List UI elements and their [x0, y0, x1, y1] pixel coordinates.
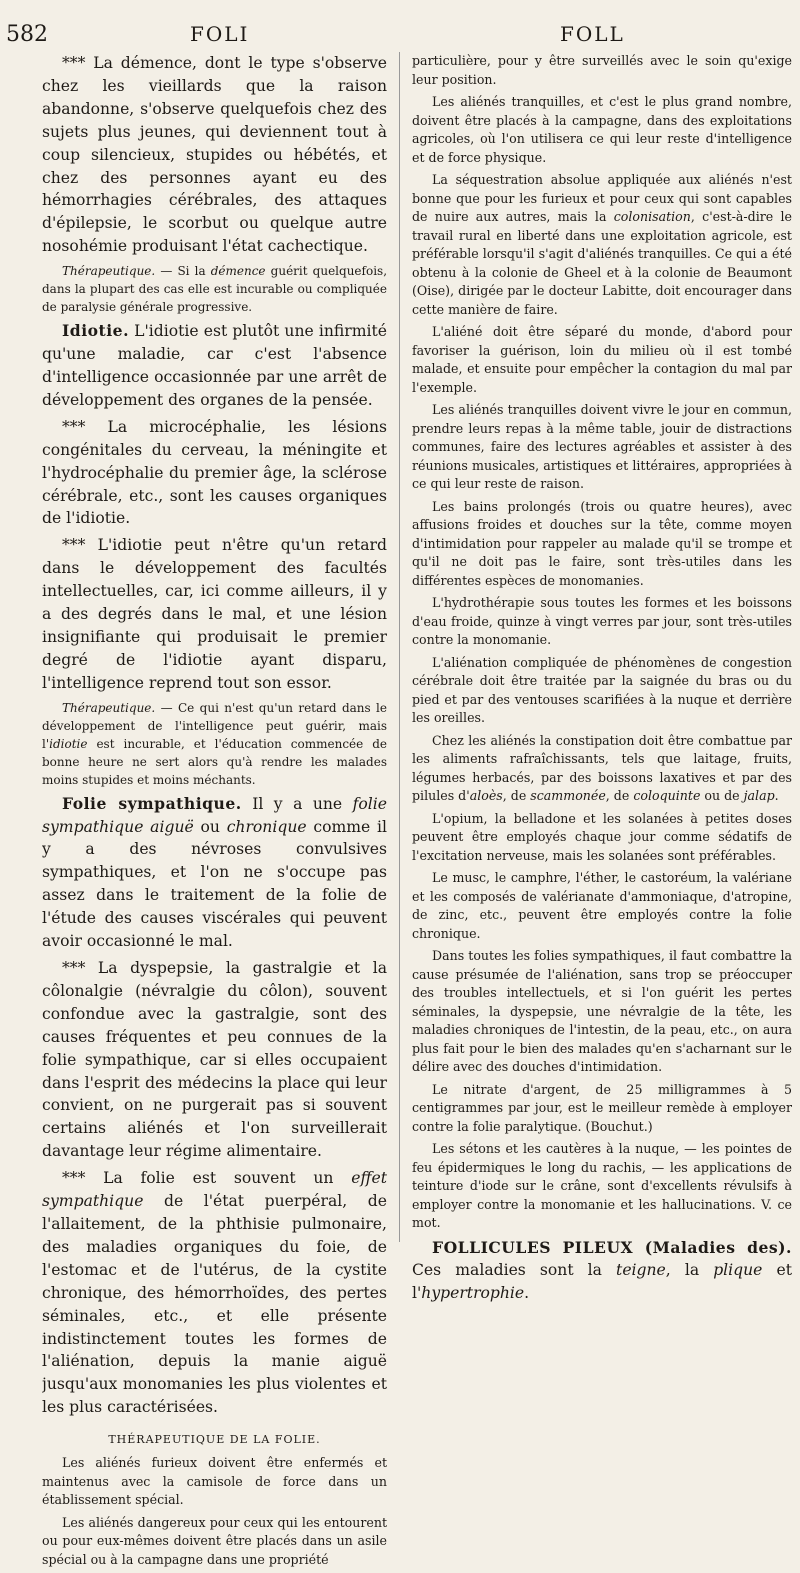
- running-head-right: FOLL: [560, 22, 625, 46]
- italic-term: plique: [713, 1261, 763, 1280]
- paragraph: particulière, pour y être surveillés avec le soin qu'exige leur position.: [412, 53, 792, 87]
- entry-idiotie: [42, 320, 387, 412]
- italic-term: idiotie: [49, 736, 88, 751]
- running-head-left: FOLI: [190, 22, 250, 46]
- italic-term: effet sympathique: [42, 1169, 387, 1211]
- paragraph: Les sétons et les cautères à la nuque, — les pointes de feu épidermiques le long du rachis, — les applications de teinture d'iode sur le crâne, sont d'excellents révulsifs à employer contre la monomanie et les hallucinations. V. ce mot.: [412, 1141, 792, 1230]
- text-run: , de: [502, 788, 531, 803]
- running-header: [0, 8, 800, 48]
- text-run: , de: [605, 788, 634, 803]
- italic-term: jalap: [743, 788, 775, 803]
- text-run: guérit quelquefois, dans la plupart des cas elle est incurable ou compliquée de paralysie générale progressive.: [42, 264, 387, 315]
- right-column: [412, 52, 792, 1309]
- text-run: .: [524, 1284, 530, 1303]
- italic-term: hypertrophie: [421, 1284, 525, 1303]
- italic-term: démence: [210, 264, 266, 279]
- paragraph: Les aliénés furieux doivent être enfermés et maintenus avec la camisole de force dans un établissement spécial.: [42, 1455, 387, 1508]
- text-run: , c'est-à-dire le travail rural en liberté dans une exploitation agricole, est préférable lorsqu'il s'agit d'aliénés tranquilles. Ce qui a été obtenu à la colonie de Gheel et à la colonie de Beaumont (Oise), dirigée par le docteur Labitte, doit encourager dans cette manière de faire.: [412, 209, 792, 317]
- paragraph: *** La démence, dont le type s'observe chez les vieillards que la raison abandonne, s'observe quelquefois chez des sujets plus jeunes, qui deviennent tout à coup silencieux, stupides ou hébétés, et chez des personnes ayant eu des hémorrhagies cérébrales, des attaques d'épilepsie, le scorbut ou quelque autre nosohémie produisant l'état cachectique.: [42, 54, 387, 256]
- entry-title: Folie sympathique.: [62, 793, 242, 813]
- text-run: ou: [193, 817, 227, 836]
- paragraph: L'opium, la belladone et les solanées à petites doses peuvent être employés chaque jour comme sédatifs de l'excitation nerveuse, mais les solanées sont préférables.: [412, 810, 792, 863]
- italic-term: coloquinte: [633, 788, 701, 803]
- paragraph: Les aliénés dangereux pour ceux qui les entourent ou pour eux-mêmes doivent être placés dans un asile spécial ou à la campagne dans une propriété: [42, 1514, 387, 1567]
- paragraph: L'aliéné doit être séparé du monde, d'abord pour favoriser la guérison, loin du milieu où il est tombé malade, et ensuite pour empêcher la contagion du mal par l'exemple.: [412, 324, 792, 395]
- paragraph: L'hydrothérapie sous toutes les formes et les boissons d'eau froide, quinze à vingt verres par jour, sont très-utiles contre la monomanie.: [412, 595, 792, 647]
- text-run: Chez les aliénés la constipation doit être combattue par les aliments rafraîchissants, tels que laitage, fruits, légumes herbacés, par des boissons laxatives et par des pilules d': [412, 732, 792, 803]
- text-run: .: [774, 788, 779, 803]
- entry-title-suffix: (Maladies des).: [633, 1237, 792, 1257]
- text-run: et l': [412, 1261, 792, 1303]
- text-run: est incurable, et l'éducation commencée de bonne heure ne sert alors qu'à rendre les malades moins stupides et moins méchants.: [42, 736, 387, 787]
- text-run: — Ce qui n'est qu'un retard dans le développement de l'intelligence peut guérir, mais l': [42, 700, 387, 751]
- entry-title: Idiotie.: [62, 321, 129, 341]
- paragraph: Le nitrate d'argent, de 25 milligrammes à 5 centigrammes par jour, est le meilleur remède à employer contre la folie paralytique. (Bouchut.): [412, 1081, 792, 1134]
- italic-term: chronique: [226, 817, 307, 836]
- page-number: 582: [6, 22, 48, 47]
- entry-title: FOLLICULES PILEUX: [432, 1237, 634, 1257]
- column-divider: [399, 52, 400, 1242]
- paragraph: L'aliénation compliquée de phénomènes de congestion cérébrale doit être traitée par la saignée du bras ou du pied et par des ventouses scarifiées à la nuque et derrière les oreilles.: [412, 654, 792, 725]
- text-run: Ces maladies sont la: [412, 1261, 617, 1280]
- therapeutic-label: Thérapeutique.: [62, 700, 156, 715]
- text-run: , la: [665, 1261, 714, 1280]
- text-run: La séquestration absolue appliquée aux aliénés n'est bonne que pour les furieux et pour ceux qui sont capables de nuire aux autres, mais la: [412, 172, 792, 224]
- therapeutic-note: [42, 699, 387, 789]
- text-run: — Si la: [155, 264, 211, 279]
- paragraph: [412, 171, 792, 319]
- text-run: comme il y a des névroses convulsives sympathiques, et l'on ne s'occupe pas assez dans le traitement de la folie de l'étude des causes viscérales qui peuvent avoir occasionné le mal.: [42, 817, 387, 951]
- paragraph: *** La dyspepsie, la gastralgie et la côlonalgie (névralgie du côlon), souvent confondue avec la gastralgie, sont des causes fréquentes et peu connues de la folie sympathique, car si elles occupaient dans l'esprit des médecins la place qui leur convient, on ne purgerait pas si souvent certains aliénés et l'on surveillerait davantage leur régime alimentaire.: [42, 959, 387, 1161]
- paragraph: [42, 1167, 387, 1419]
- italic-term: folie sympathique aiguë: [42, 794, 387, 836]
- text-run: L'idiotie est plutôt une infirmité qu'une maladie, car c'est l'absence d'intelligence occasionnée par une arrêt de développement des organes de la pensée.: [42, 322, 387, 409]
- therapeutic-label: Thérapeutique.: [62, 264, 156, 279]
- paragraph: Les aliénés tranquilles doivent vivre le jour en commun, prendre leurs repas à la même table, jouir de distractions communes, faire des lectures agréables et assister à des réunions musicales, artistiques et littéraires, appropriées à ce qui leur reste de raison.: [412, 402, 792, 491]
- therapeutic-note: [42, 262, 387, 316]
- left-column: [42, 52, 387, 1573]
- paragraph: Dans toutes les folies sympathiques, il faut combattre la cause présumée de l'aliénation, sans trop se préoccuper des troubles intellectuels, et si l'on guérit les pertes séminales, la dyspepsie, une névralgie de la tête, les maladies chroniques de l'intestin, de la peau, etc., on aura plus fait pour le bien des malades qu'en s'acharnant sur le délire avec des douches d'intimidation.: [412, 948, 792, 1074]
- italic-term: teigne: [616, 1261, 666, 1280]
- paragraph: *** La microcéphalie, les lésions congénitales du cerveau, la méningite et l'hydrocéphalie du premier âge, la sclérose cérébrale, etc., sont les causes organiques de l'idiotie.: [42, 417, 387, 528]
- text-run: *** La folie est souvent un: [62, 1169, 352, 1188]
- entry-follicules-pileux: [412, 1237, 792, 1306]
- paragraph: *** L'idiotie peut n'être qu'un retard dans le développement des facultés intellectuelles, car, ici comme ailleurs, il y a des degrés dans le mal, et une lésion insignifiante qui produisait le premier degré de l'idiotie ayant disparu, l'intelligence reprend tout son essor.: [42, 536, 387, 692]
- entry-folie-sympathique: [42, 793, 387, 953]
- italic-term: colonisation: [613, 209, 691, 224]
- paragraph: Les bains prolongés (trois ou quatre heures), avec affusions froides et douches sur la tête, comme moyen d'intimidation pour rappeler au malade qu'il se trompe et qu'il ne doit pas le faire, sont très-utiles dans les différentes espèces de monomanies.: [412, 498, 792, 588]
- paragraph: Le musc, le camphre, l'éther, le castoréum, la valériane et les composés de valérianate d'ammoniaque, d'atropine, de zinc, etc., peuvent être employés contre la folie chronique.: [412, 870, 792, 941]
- section-heading: THÉRAPEUTIQUE DE LA FOLIE.: [108, 1433, 321, 1447]
- paragraph: Les aliénés tranquilles, et c'est le plus grand nombre, doivent être placés à la campagne, dans des exploitations agricoles, où l'on utilisera ce qui leur reste d'intelligence et de force physique.: [412, 94, 792, 165]
- paragraph: [412, 732, 792, 806]
- text-run: ou de: [700, 788, 744, 803]
- text-run: de l'état puerpéral, de l'allaitement, de la phthisie pulmonaire, des maladies organiques du foie, de l'estomac et de l'utérus, de la cystite chronique, des hémorrhoïdes, des pertes séminales, etc., et elle présente indistinctement toutes les formes de l'aliénation, depuis la manie aiguë jusqu'aux monomanies les plus violentes et les plus caractérisées.: [42, 1192, 387, 1417]
- italic-term: aloès: [469, 788, 503, 803]
- text-run: Il y a une: [241, 794, 353, 813]
- italic-term: scammonée: [530, 788, 606, 803]
